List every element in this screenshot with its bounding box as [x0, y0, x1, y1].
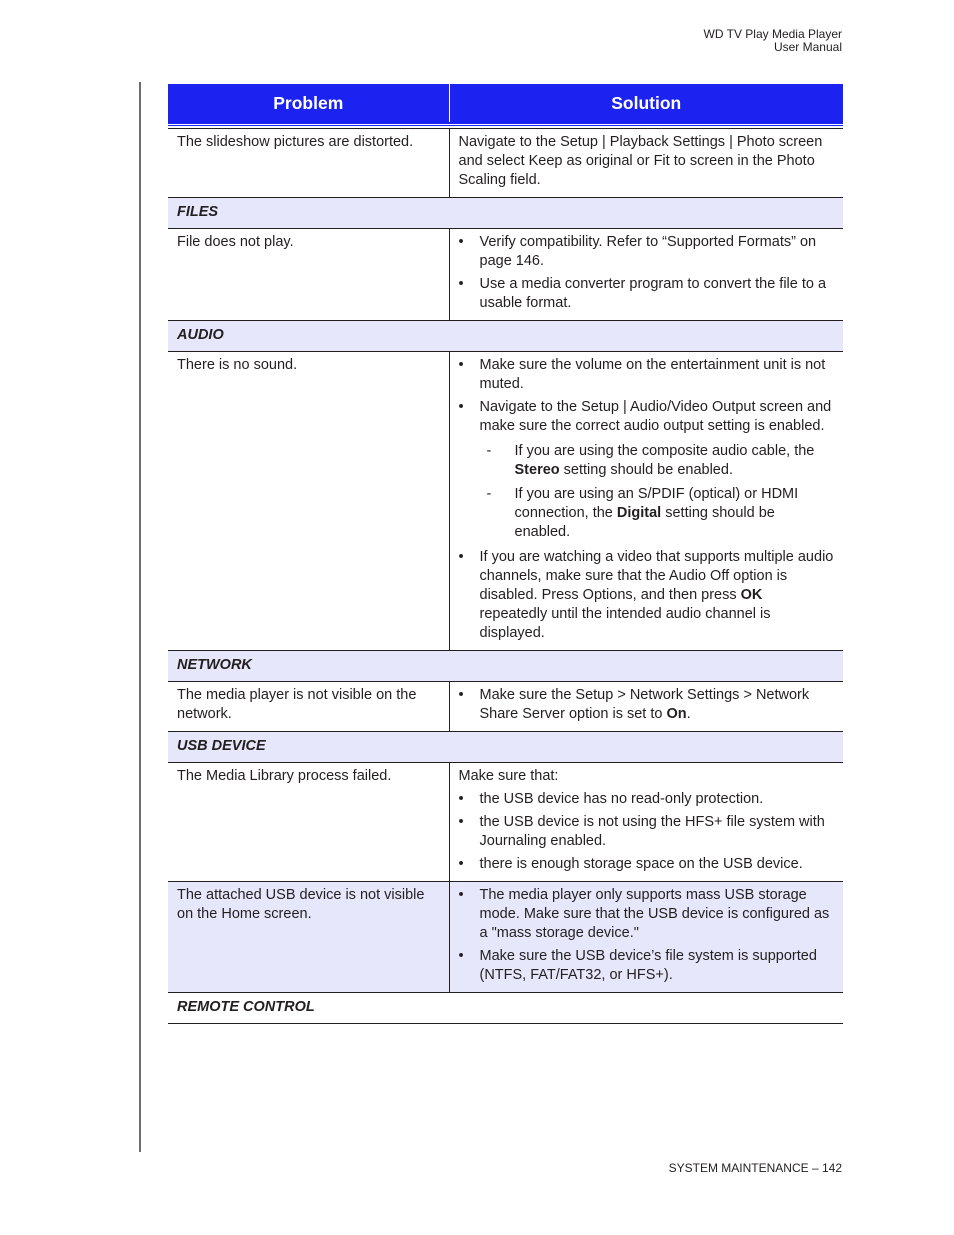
- bullet-item: [459, 686, 835, 724]
- section-row-files: [168, 198, 843, 229]
- table-row: [168, 352, 843, 651]
- solution-intro: Make sure that:: [458, 768, 559, 784]
- digital-setting-label: Digital: [616, 505, 662, 521]
- dash-text: If you are using an S/PDIF (optical) or HDMI connection, the: [514, 486, 799, 521]
- section-title: USB DEVICE: [168, 732, 843, 763]
- on-value-label: On: [666, 706, 687, 722]
- column-header-problem: Problem: [168, 84, 449, 124]
- dash-text: If you are using the composite audio cable, the: [514, 443, 815, 459]
- solution-cell: [449, 882, 843, 993]
- section-row-audio: [168, 321, 843, 352]
- dash-text: setting should be enabled.: [514, 505, 775, 540]
- bullet-text: repeatedly until the intended audio channel is displayed.: [479, 606, 771, 641]
- footer-separator: –: [808, 1161, 822, 1175]
- problem-cell: The slideshow pictures are distorted.: [168, 129, 449, 198]
- solution-cell: [449, 682, 843, 732]
- bullet-item: [459, 548, 835, 643]
- bullet-text: Make sure the Setup > Network Settings > Network Share Server option is set to: [479, 687, 810, 722]
- solution-cell: [449, 229, 843, 321]
- bullet-item: [459, 398, 835, 542]
- bullet-text: .: [686, 706, 691, 722]
- bullet-item: • Use a media converter program to convert the file to a usable format.: [459, 275, 835, 313]
- running-footer: [669, 1161, 842, 1175]
- table-header-row: [168, 84, 843, 124]
- stereo-setting-label: Stereo: [514, 462, 560, 478]
- bullet-item: • Verify compatibility. Refer to “Supported Formats” on page 146.: [459, 233, 835, 271]
- solution-cell: [449, 763, 843, 882]
- running-header: [704, 28, 843, 54]
- page-number: 142: [821, 1161, 842, 1175]
- header-product-name: WD TV Play Media Player: [703, 27, 842, 41]
- problem-cell: The Media Library process failed.: [168, 763, 449, 882]
- table-row: [168, 129, 843, 198]
- problem-cell: The media player is not visible on the network.: [168, 682, 449, 732]
- dash-text: setting should be enabled.: [559, 462, 733, 478]
- bullet-item: • The media player only supports mass USB storage mode. Make sure that the USB device is configured as a "mass storage device.": [459, 886, 835, 943]
- table-row: [168, 229, 843, 321]
- section-title: AUDIO: [168, 321, 843, 352]
- section-row-network: [168, 651, 843, 682]
- dash-item: [480, 485, 835, 542]
- bullet-item: • the USB device has no read-only protection.: [459, 790, 835, 809]
- table-row: [168, 882, 843, 993]
- bullet-text: If you are watching a video that supports multiple audio channels, make sure that the Audio Off option is disabled. Press Options, and then press: [479, 549, 834, 603]
- table-row: [168, 763, 843, 882]
- dash-item: [480, 442, 835, 480]
- bullet-item: • there is enough storage space on the USB device.: [459, 855, 835, 874]
- bullet-item: • Make sure the volume on the entertainment unit is not muted.: [459, 356, 835, 394]
- margin-rule: [139, 82, 141, 1152]
- ok-button-label: OK: [740, 587, 763, 603]
- troubleshooting-table: [168, 84, 843, 1024]
- solution-cell: [449, 352, 843, 651]
- column-header-solution: Solution: [449, 84, 843, 124]
- bullet-item: • the USB device is not using the HFS+ file system with Journaling enabled.: [459, 813, 835, 851]
- section-row-usb-device: [168, 732, 843, 763]
- section-title: NETWORK: [168, 651, 843, 682]
- section-row-remote-control: [168, 993, 843, 1024]
- problem-cell: There is no sound.: [168, 352, 449, 651]
- bullet-text: Navigate to the Setup | Audio/Video Output screen and make sure the correct audio output setting is enabled.: [479, 399, 832, 434]
- solution-cell: Navigate to the Setup | Playback Settings | Photo screen and select Keep as original or Fit to screen in the Photo Scaling field.: [449, 129, 843, 198]
- section-title: REMOTE CONTROL: [168, 993, 843, 1024]
- table-row: [168, 682, 843, 732]
- problem-cell: File does not play.: [168, 229, 449, 321]
- bullet-item: • Make sure the USB device’s file system is supported (NTFS, FAT/FAT32, or HFS+).: [459, 947, 835, 985]
- footer-section-title: SYSTEM MAINTENANCE: [668, 1161, 809, 1175]
- header-document-type: User Manual: [773, 40, 842, 54]
- problem-cell: The attached USB device is not visible on the Home screen.: [168, 882, 449, 993]
- section-title: FILES: [168, 198, 843, 229]
